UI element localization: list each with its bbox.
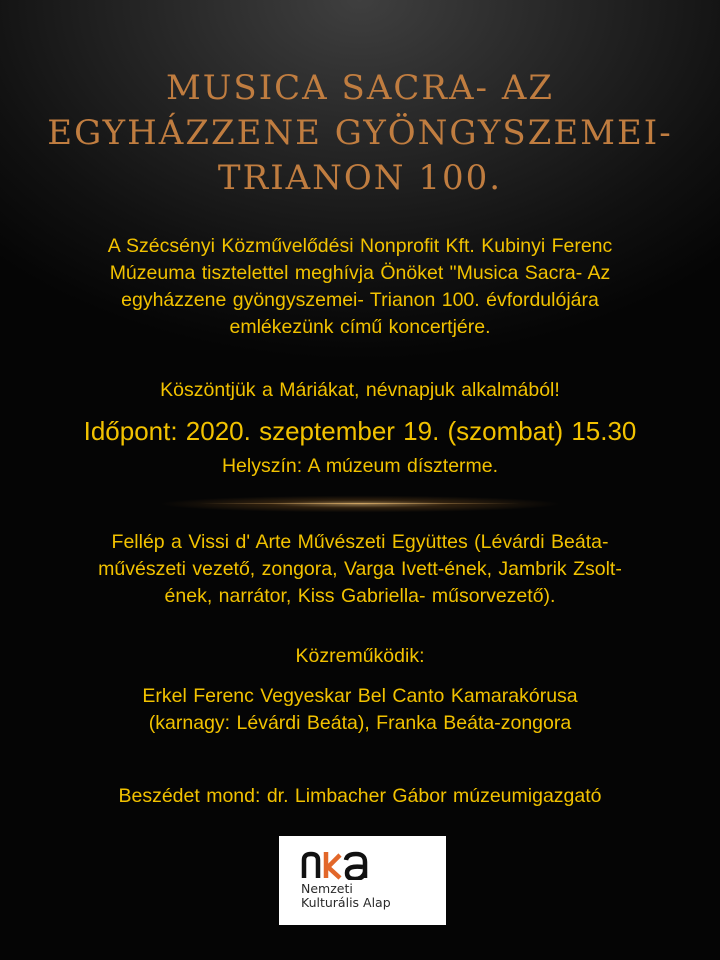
nka-logo-line-1: Nemzeti xyxy=(301,881,353,896)
nka-logo xyxy=(279,836,446,925)
performers-line-3: ének, narrátor, Kiss Gabriella- műsorvezető). xyxy=(164,585,556,607)
invitation-line-3: egyházzene gyöngyszemei- Trianon 100. évfordulójára xyxy=(121,289,599,311)
speech-text: Beszédet mond: dr. Limbacher Gábor múzeumigazgató xyxy=(118,785,602,807)
performers-paragraph xyxy=(60,529,660,610)
invitation-line-1: A Szécsényi Közművelődési Nonprofit Kft. Kubinyi Ferenc xyxy=(107,235,613,257)
invitation-paragraph xyxy=(60,233,660,341)
performers-line-2: művészeti vezető, zongora, Varga Ivett-ének, Jambrik Zsolt- xyxy=(98,558,622,580)
nka-logo-text xyxy=(301,882,391,910)
greeting-text: Köszöntjük a Máriákat, névnapjuk alkalmából! xyxy=(160,379,560,401)
performers-line-1: Fellép a Vissi d' Arte Művészeti Együttes (Lévárdi Beáta- xyxy=(111,531,609,553)
invitation-line-4: emlékezünk című koncertjére. xyxy=(229,316,491,338)
invitation-line-2: Múzeuma tisztelettel meghívja Önöket "Musica Sacra- Az xyxy=(109,262,611,284)
nka-logo-mark-icon xyxy=(301,850,375,880)
glow-divider xyxy=(160,489,560,519)
contributors-paragraph xyxy=(60,683,660,737)
nka-logo-line-2: Kulturális Alap xyxy=(301,895,391,910)
contributors-line-2: (karnagy: Lévárdi Beáta), Franka Beáta-zongora xyxy=(148,712,572,734)
title-line-1: MUSICA SACRA- AZ xyxy=(165,68,555,108)
event-title xyxy=(20,66,700,201)
contributors-line-1: Erkel Ferenc Vegyeskar Bel Canto Kamarakórusa xyxy=(142,685,578,707)
event-venue: Helyszín: A múzeum díszterme. xyxy=(221,455,499,477)
contributors-label: Közreműködik: xyxy=(295,645,425,667)
title-line-2: EGYHÁZZENE GYÖNGYSZEMEI- xyxy=(47,113,673,153)
title-line-3: TRIANON 100. xyxy=(217,158,503,198)
event-time: Időpont: 2020. szeptember 19. (szombat) 15.30 xyxy=(83,416,637,446)
